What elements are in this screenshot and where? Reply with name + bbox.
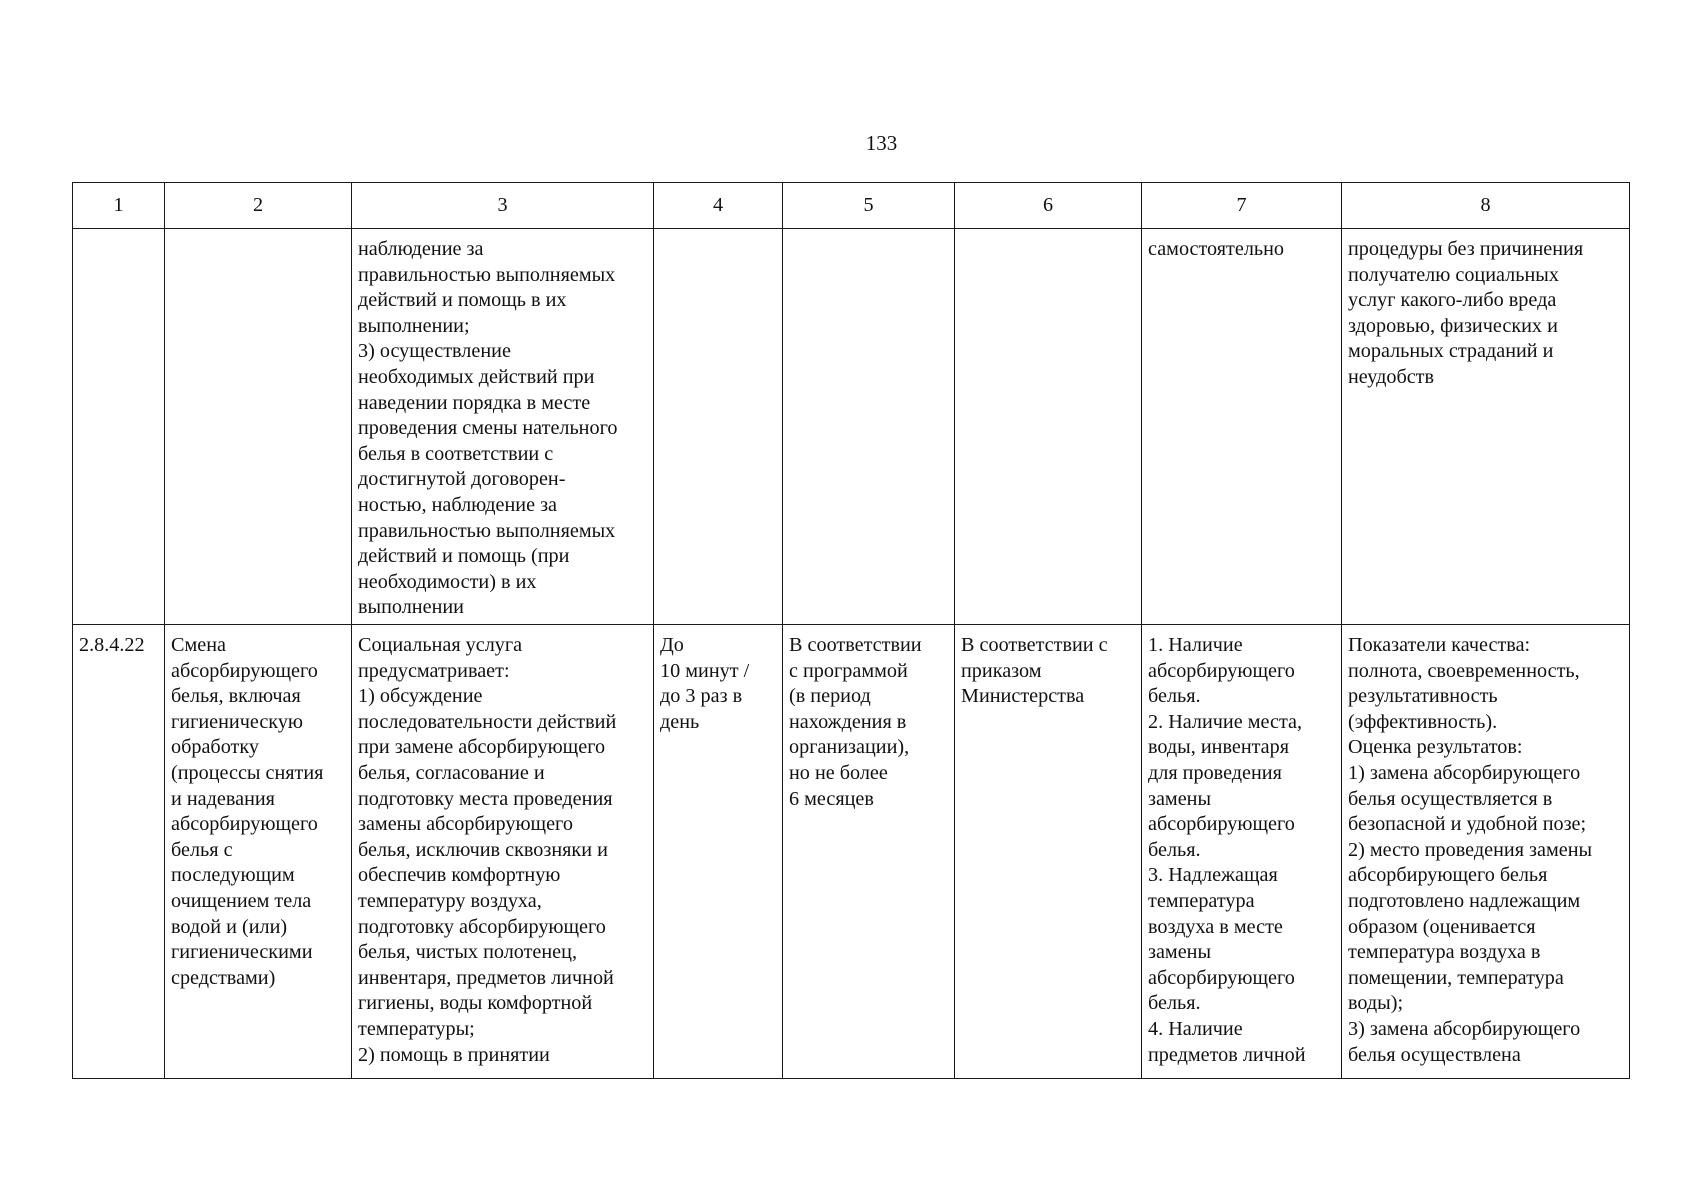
column-header-2: 2 [165,183,352,229]
column-header-4: 4 [654,183,783,229]
service-description-cell: Социальная услуга предусматривает: 1) обсуждение последовательности действий при замене абсорбирующего белья, согласование и подготовку места проведения замены абсорбирующего белья, исключив сквозняки и обеспечив комфортную температуру воздуха, подготовку абсорбирующего белья, чистых полотенец, инвентаря, предметов личной гигиены, воды комфортной температуры; 2) помощь в принятии [352,625,654,1079]
service-tariff-cell: В соответствии с приказом Министерства [955,625,1142,1079]
service-conditions-cell: самостоятельно [1142,229,1342,625]
table-row-continuation [73,229,1630,625]
service-quality-cell: Показатели качества: полнота, своевременность, результативность (эффективность). Оценка результатов: 1) замена абсорбирующего белья осуществляется в безопасной и удобной позе; 2) место проведения замены абсорбирующего белья подготовлено надлежащим образом (оценивается температура воздуха в помещении, температура воды); 3) замена абсорбирующего белья осуществлена [1342,625,1630,1079]
column-header-8: 8 [1342,183,1630,229]
services-table [72,182,1630,1079]
column-header-1: 1 [73,183,165,229]
service-tariff-cell [955,229,1142,625]
service-duration-cell [654,229,783,625]
service-term-cell: В соответствии с программой (в период нахождения в организации), но не более 6 месяцев [783,625,955,1079]
page-number: 133 [865,131,898,155]
service-code-cell [73,229,165,625]
column-number-header-row [73,183,1630,229]
service-duration-cell: До 10 минут / до 3 раз в день [654,625,783,1079]
service-quality-cell: процедуры без причинения получателю социальных услуг какого-либо вреда здоровью, физических и моральных страданий и неудобств [1342,229,1630,625]
service-name-cell [165,229,352,625]
column-header-5: 5 [783,183,955,229]
table-row-2-8-4-22 [73,625,1630,1079]
column-header-6: 6 [955,183,1142,229]
column-header-3: 3 [352,183,654,229]
column-header-7: 7 [1142,183,1342,229]
service-description-cell: наблюдение за правильностью выполняемых действий и помощь в их выполнении; 3) осуществление необходимых действий при наведении порядка в месте проведения смены нательного белья в соответствии с достигнутой договорен- ностью, наблюдение за правильностью выполняемых действий и помощь (при необходимости) в их выполнении [352,229,654,625]
service-code-cell: 2.8.4.22 [73,625,165,1079]
service-name-cell: Смена абсорбирующего белья, включая гигиеническую обработку (процессы снятия и надевания абсорбирующего белья с последующим очищением тела водой и (или) гигиеническими средствами) [165,625,352,1079]
service-conditions-cell: 1. Наличие абсорбирующего белья. 2. Наличие места, воды, инвентаря для проведения замены абсорбирующего белья. 3. Надлежащая температура воздуха в месте замены абсорбирующего белья. 4. Наличие предметов личной [1142,625,1342,1079]
service-term-cell [783,229,955,625]
